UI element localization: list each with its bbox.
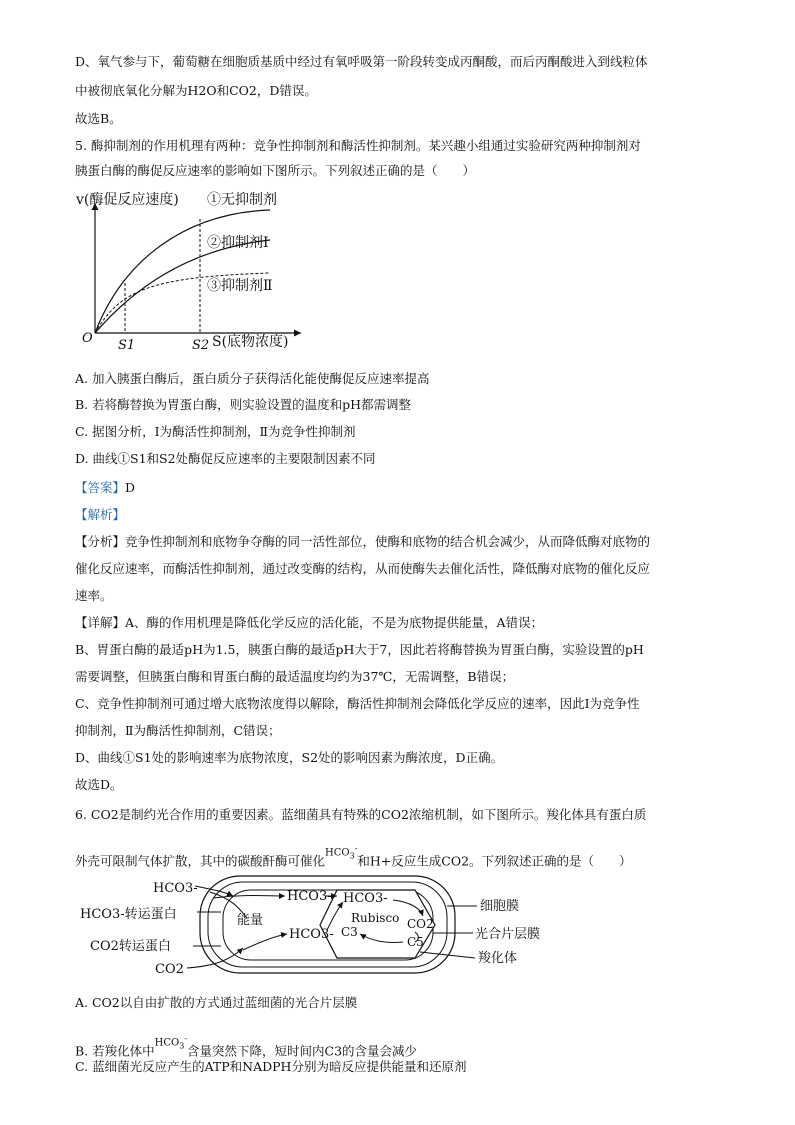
label-co2-carboxysome: CO2	[407, 917, 434, 931]
question-5-stem: 5. 酶抑制剂的作用机理有两种：竞争性抑制剂和酶活性抑制剂。某兴趣小组通过实验研究两种抑制剂对	[75, 138, 641, 153]
question-5-stem: 胰蛋白酶的酶促反应速率的影响如下图所示。下列叙述正确的是（ ）	[75, 163, 476, 178]
enzyme-rate-chart	[75, 185, 315, 355]
question-6-stem: 外壳可限制气体扩散，其中的碳酸酐酶可催化$HCO_3^-$和H+反应生成CO2。下列叙述正确的是（ ）	[75, 840, 632, 870]
q6-option-a: A. CO2以自由扩散的方式通过蓝细菌的光合片层膜	[75, 995, 358, 1010]
legend-no-inhibitor: ①无抑制剂	[207, 192, 277, 208]
tick-s1: S1	[118, 338, 136, 353]
label-hco3-mid: HCO3-	[289, 927, 334, 942]
hco3-formula: $HCO_3^-$	[154, 1034, 188, 1051]
text-line: B、胃蛋白酶的最适pH为1.5，胰蛋白酶的最适pH大于7，因此若将酶替换为胃蛋白酶，实验设置的pH	[75, 642, 644, 657]
y-axis-label: v(酶促反应速度)	[76, 192, 179, 208]
q6-option-c: C. 蓝细菌光反应产生的ATP和NADPH分别为暗反应提供能量和还原剂	[75, 1059, 467, 1074]
label-cell-membrane: 细胞膜	[480, 899, 520, 914]
xiangjie-text: A、酶的作用机理是降低化学反应的活化能，不是为底物提供能量，A错误；	[125, 615, 544, 630]
analysis-para	[75, 533, 650, 551]
label-thylakoid: 光合片层膜	[475, 927, 541, 942]
analysis-line	[75, 506, 125, 524]
label-energy: 能量	[237, 913, 264, 928]
option-c: C. 据图分析，Ⅰ为酶活性抑制剂，Ⅱ为竞争性抑制剂	[75, 424, 356, 439]
analysis-tag: 【解析】	[75, 507, 126, 522]
detail-para	[75, 614, 543, 632]
text-line: 需要调整，但胰蛋白酶和胃蛋白酶的最适温度均约为37℃，无需调整，B错误；	[75, 669, 515, 684]
origin-label: O	[82, 331, 93, 346]
label-co2-transporter: CO2转运蛋白	[90, 939, 171, 954]
label-co2: CO2	[155, 962, 184, 977]
text-line: 中被彻底氧化分解为H2O和CO2，D错误。	[75, 83, 317, 98]
answer-value: D	[125, 480, 136, 495]
label-hco3-transporter: HCO3-转运蛋白	[80, 907, 177, 922]
fenxi-text: 竞争性抑制剂和底物争夺酶的同一活性部位，使酶和底物的结合机会减少，从而降低酶对底物的	[125, 534, 651, 549]
label-c5: C5	[407, 935, 424, 949]
text-line: 故选D。	[75, 777, 123, 792]
xiangjie-tag: 【详解】	[75, 615, 126, 630]
fenxi-tag: 【分析】	[75, 534, 126, 549]
text-line: 速率。	[75, 588, 113, 603]
label-hco3-carboxysome: HCO3-	[343, 891, 388, 906]
label-carboxysome: 羧化体	[478, 951, 518, 966]
text-line: 催化反应速率，而酶活性抑制剂，通过改变酶的结构，从而使酶失去催化活性，降低酶对底物的催化反应	[75, 561, 651, 576]
text-line: D、曲线①S1处的影响速率为底物浓度，S2处的影响因素为酶浓度，D正确。	[75, 750, 504, 765]
option-d: D. 曲线①S1和S2处酶促反应速率的主要限制因素不同	[75, 451, 376, 466]
answer-tag: 【答案】	[75, 480, 126, 495]
text-line: C、竞争性抑制剂可通过增大底物浓度得以解除，酶活性抑制剂会降低化学反应的速率，因此Ⅰ为竞争性	[75, 696, 640, 711]
legend-inhibitor-1: ②抑制剂Ⅰ	[207, 235, 269, 251]
legend-inhibitor-2: ③抑制剂Ⅱ	[207, 278, 273, 294]
text-line: 故选B。	[75, 111, 122, 126]
option-a: A. 加入胰蛋白酶后，蛋白质分子获得活化能使酶促反应速率提高	[75, 371, 430, 386]
label-hco3-inner: HCO3-	[287, 889, 332, 904]
label-hco3: HCO3-	[153, 881, 198, 896]
label-rubisco: Rubisco	[351, 911, 400, 925]
question-6-stem: 6. CO2是制约光合作用的重要因素。蓝细菌具有特殊的CO2浓缩机制，如下图所示。羧化体具有蛋白质	[75, 807, 647, 822]
text-line: D、氧气参与下，葡萄糖在细胞质基质中经过有氧呼吸第一阶段转变成丙酮酸，而后丙酮酸进入到线粒体	[75, 54, 648, 69]
label-c3: C3	[341, 925, 358, 939]
tick-s2: S2	[192, 338, 210, 353]
text-line: 抑制剂，Ⅱ为酶活性抑制剂，C错误；	[75, 723, 281, 738]
x-axis-label: S(底物浓度)	[212, 334, 289, 350]
q6-option-b: B. 若羧化体中$HCO_3^-$含量突然下降，短时间内C3的含量会减少	[75, 1030, 417, 1060]
answer-line	[75, 479, 135, 497]
option-b: B. 若将酶替换为胃蛋白酶，则实验设置的温度和pH都需调整	[75, 397, 412, 412]
hco3-formula: $HCO_3^-$	[325, 844, 358, 861]
curve-no-inhibitor	[95, 210, 270, 333]
co2-mechanism-diagram	[75, 870, 565, 980]
